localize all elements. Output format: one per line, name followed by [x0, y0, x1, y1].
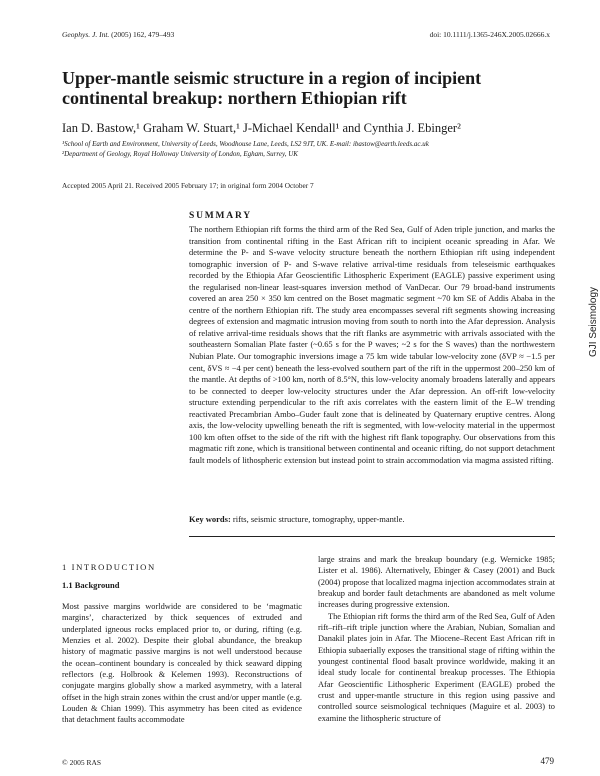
- section-divider: [189, 536, 555, 537]
- abstract-text: The northern Ethiopian rift forms the third arm of the Red Sea, Gulf of Aden triple junction, and marks the transition from continental rifting in the East African rift to incipient oceanic spreading in Afar. We determine the P- and S-wave velocity structure beneath the northern Ethiopian rift using independent tomographic inversion of P- and S-wave relative arrival-time residuals from teleseismic earthquakes recorded by the Ethiopia Afar Geoscientific Lithospheric Experiment (EAGLE) passive experiment using the regularised non-linear least-squares inversion method of VanDecar. Our 79 broad-band instruments covered an area 250 × 350 km centred on the Boset magmatic segment ~70 km SE of Addis Ababa in the centre of the northern Ethiopian rift. The study area encompasses several rift segments showing increasing degrees of extension and magmatic intrusion moving from south to north into the Afar depression. Analysis of relative arrival-time residuals shows that the rift flanks are asymmetric with arrivals associated with the southeastern Somalian Plate faster (~0.65 s for the P waves; ~2 s for the S waves) than the northwestern Nubian Plate. Our tomographic inversions image a 75 km wide tabular low-velocity zone (δVP ≈ −1.5 per cent, δVS ≈ −4 per cent) beneath the less-evolved southern part of the rift in the uppermost 200–250 km of the mantle. At depths of >100 km, north of 8.5°N, this low-velocity anomaly broadens laterally and appears to be connected to deeper low-velocity structures under the Afar depression. An off-rift low-velocity structure extending perpendicular to the rift axis correlates with the eastern limit of the E–W trending reactivated Precambrian Ambo–Guder fault zone that is delineated by Quaternary eruptive centres. Along axis, the low-velocity upwelling beneath the rift is segmented, with low-velocity material in the uppermost 100 km often offset to the side of the rift with the highest rift flank topography. Our observations from this magmatic rift zone, which is transitional between continental and oceanic rifting, do not support detachment fault models of lithospheric extension but instead point to strain accommodation via magma assisted rifting.: [189, 224, 555, 465]
- section-side-tab: [586, 262, 600, 382]
- right-column-paragraph-1: large strains and mark the breakup boundary (e.g. Wernicke 1985; Lister et al. 1986). Alternatively, Ebinger & Casey (2001) and Buck (2004) propose that localized magma injection accommodates strain at breakup and border fault detachments are abandoned as melt volume increases during progressive extension.: [318, 555, 555, 610]
- section-heading-introduction: 1 INTRODUCTION: [62, 562, 156, 572]
- side-tab-label: GJI Seismology: [588, 286, 599, 358]
- submission-dates: Accepted 2005 April 21. Received 2005 February 17; in original form 2004 October 7: [62, 181, 314, 190]
- affiliation-1: ¹School of Earth and Environment, University of Leeds, Woodhouse Lane, Leeds, LS2 9JT, UK. E-mail: ibastow@earth.leeds.ac.uk: [62, 140, 429, 148]
- page-number: 479: [540, 756, 554, 766]
- author-list: Ian D. Bastow,¹ Graham W. Stuart,¹ J-Michael Kendall¹ and Cynthia J. Ebinger²: [62, 121, 461, 135]
- keywords: [189, 514, 405, 524]
- journal-name: Geophys. J. Int.: [62, 30, 110, 39]
- summary-heading: SUMMARY: [189, 211, 252, 221]
- right-column: [318, 554, 555, 724]
- running-header-doi: doi: 10.1111/j.1365-246X.2005.02666.x: [429, 30, 550, 39]
- left-column-text: Most passive margins worldwide are considered to be ‘magmatic margins’, characterized by thick sequences of extruded and underplated igneous rocks emplaced prior to, or during, rifting (e.g. Menzies et al. 2002). Despite their global abundance, the breakup history of magmatic passive margins is not well understood because the ocean–continent boundary is concealed by thick seaward dipping reflectors (e.g. Holbrook & Kelemen 1993). Reconstructions of conjugate margins globally show a marked asymmetry, with a lateral offset in the high strain zones within the crust and/or upper mantle (e.g. Louden & Chian 1999). This asymmetry has been cited as evidence that detachment faults accommodate: [62, 602, 302, 725]
- paper-title: Upper-mantle seismic structure in a region of incipient continental breakup: northern Ethiopian rift: [62, 68, 482, 108]
- keywords-label: Key words:: [189, 514, 231, 524]
- keywords-text: rifts, seismic structure, tomography, upper-mantle.: [232, 514, 405, 524]
- footer-copyright: © 2005 RAS: [62, 758, 102, 767]
- running-header-citation: [62, 30, 174, 39]
- subsection-heading-background: 1.1 Background: [62, 580, 120, 590]
- right-column-paragraph-2: The Ethiopian rift forms the third arm of the Red Sea, Gulf of Aden rift–rift–rift triple junction where the Arabian, Nubian, Somalian and Danakil plates join in Afar. The Miocene–Recent East African rift in Ethiopia subaerially exposes the transitional stage of rifting within the youngest continental flood basalt province worldwide, making it an ideal study locale for continental breakup processes. The Ethiopia Afar Geoscientific Lithospheric Experiment (EAGLE) probed the crust and upper-mantle structure in this region using passive and controlled source seismological techniques (Maguire et al. 2003) to examine the lithospheric structure of: [318, 611, 555, 723]
- affiliation-2: ²Department of Geology, Royal Holloway University of London, Egham, Surrey, UK: [62, 150, 298, 158]
- journal-citation: (2005) 162, 479–493: [111, 30, 175, 39]
